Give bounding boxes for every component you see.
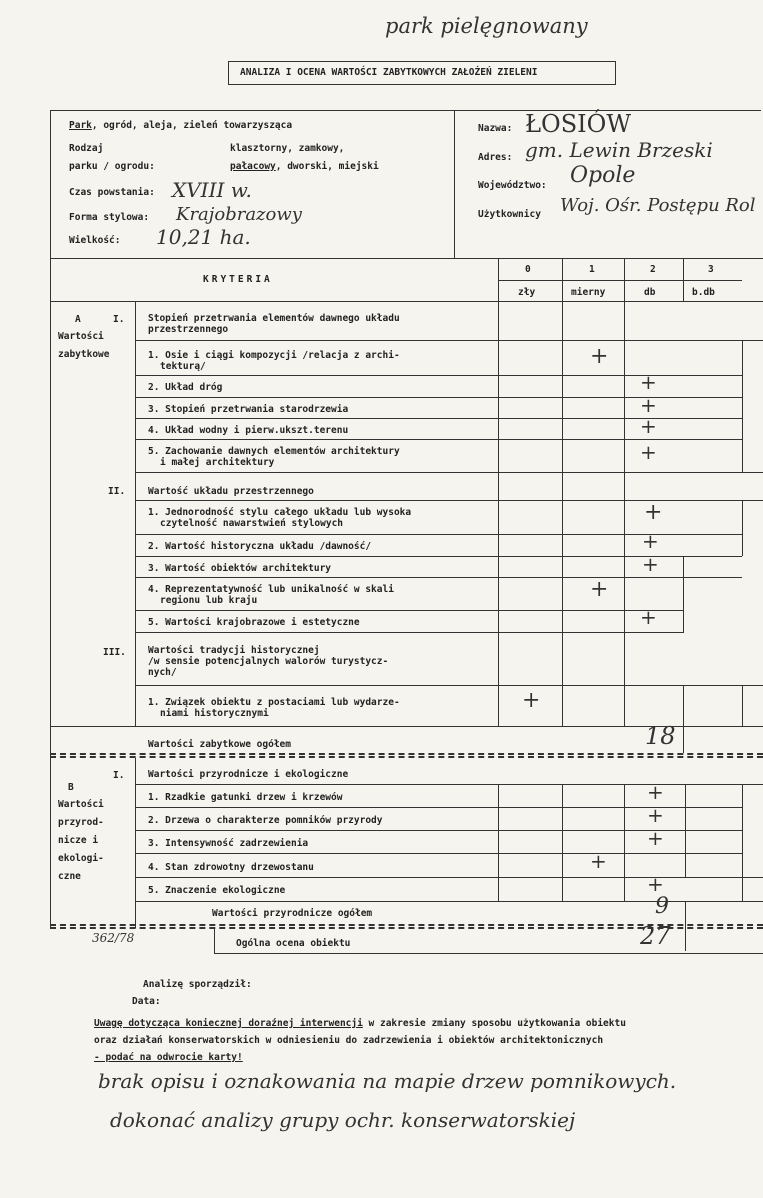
group3-title1: Wartości tradycji historycznej (148, 645, 320, 656)
total-a-label: Wartości zabytkowe ogółem (148, 739, 291, 750)
row1-1-l2: tekturą/ (160, 361, 206, 372)
rowb-5-mark: + (647, 872, 664, 896)
section-b-roman: I. (113, 770, 125, 781)
parku-value (230, 161, 379, 172)
type-line (69, 120, 292, 131)
rowb-4-l1: 4. Stan zdrowotny drzewostanu (148, 862, 314, 873)
grid-v (624, 258, 625, 726)
grid-v (683, 726, 684, 753)
total-b-value: 9 (655, 894, 669, 919)
total-b-label: Wartości przyrodnicze ogółem (212, 908, 373, 919)
grid-h (135, 877, 763, 878)
grid-h (135, 853, 742, 854)
row2-1-l2: czytelność nawarstwień stylowych (160, 518, 344, 529)
rowb-2-mark: + (647, 803, 664, 827)
total-a-value: 18 (645, 722, 676, 750)
handwritten-line2: dokonać analizy grupy ochr. konserwatorskiej (110, 1108, 576, 1132)
side-number: 362/78 (92, 931, 135, 945)
analyzed-label: Analizę sporządził: (143, 979, 252, 990)
adres-label: Adres: (478, 152, 513, 163)
grid-v (562, 258, 563, 726)
section-a-roman: I. (113, 314, 125, 325)
row2-2-l1: 2. Wartość historyczna układu /dawność/ (148, 541, 372, 552)
header-note: park pielęgnowany (385, 14, 588, 38)
parku-palacowy: pałacowy (230, 161, 276, 172)
adres-value: gm. Lewin Brzeski (525, 138, 713, 162)
section-b-label5: czne (58, 871, 81, 882)
note-rest: w zakresie zmiany sposobu użytkowania obiektu (362, 1018, 626, 1029)
row2-3-l1: 3. Wartość obiektów architektury (148, 563, 332, 574)
section-b-label1: Wartości (58, 799, 104, 810)
row2-1-l1: 1. Jednorodność stylu całego układu lub wysoka (148, 507, 412, 518)
type-rest: , ogród, aleja, zieleń towarzysząca (91, 120, 293, 131)
overall-value: 27 (640, 922, 671, 950)
row1-5-l1: 5. Zachowanie dawnych elementów architektury (148, 446, 400, 457)
grid-v (742, 685, 743, 726)
rowb-2-l1: 2. Drzewa o charakterze pomników przyrody (148, 815, 383, 826)
rowb-1-mark: + (647, 780, 664, 804)
grid-v (683, 556, 684, 633)
czas-label: Czas powstania: (69, 187, 155, 198)
type-park: Park (69, 120, 92, 131)
date-label: Data: (132, 996, 161, 1007)
row1-2-mark: + (640, 370, 657, 394)
grid-v (498, 784, 499, 902)
group3-roman: III. (103, 647, 126, 658)
row2-3-mark: + (642, 552, 659, 576)
group2-title: Wartość układu przestrzennego (148, 486, 314, 497)
rowb-4-mark: + (590, 849, 607, 873)
section-b-label3: nicze i (58, 835, 99, 846)
grid-v (742, 500, 743, 556)
grid-h (135, 685, 763, 686)
grid-h (135, 784, 763, 785)
group2-roman: II. (108, 486, 126, 497)
row1-2-l1: 2. Układ dróg (148, 382, 223, 393)
nazwa-label: Nazwa: (478, 123, 513, 134)
rowb-3-mark: + (647, 826, 664, 850)
group3-title3: nych/ (148, 667, 177, 678)
row2-4-l1: 4. Reprezentatywność lub unikalność w skali (148, 584, 394, 595)
section-b-label4: ekologi- (58, 853, 104, 864)
row1-5-mark: + (640, 440, 657, 464)
kryteria-header: KRYTERIA (203, 274, 273, 285)
score-num-1: 1 (589, 264, 595, 275)
group-b-title: Wartości przyrodnicze i ekologiczne (148, 769, 349, 780)
grid-v (742, 784, 743, 902)
uzytkownik-label: Użytkowniсy (478, 209, 541, 220)
section-separator (50, 753, 763, 758)
uzytkownik-value: Woj. Ośr. Postępu Rol (560, 195, 756, 216)
row2-1-mark: + (644, 500, 663, 525)
grid-h (135, 610, 683, 611)
row2-2-mark: + (642, 529, 659, 553)
forma-value: Krajobrazowy (176, 204, 302, 225)
grid-h (135, 472, 763, 473)
grid-h (135, 632, 683, 633)
handwritten-line1: brak opisu i oznakowania na mapie drzew pomnikowych. (98, 1069, 677, 1093)
grid-h (135, 340, 763, 341)
score-label-1: mierny (571, 287, 606, 298)
score-label-2: db (644, 287, 656, 298)
grid-v (624, 784, 625, 902)
row3-1-l1: 1. Związek obiektu z postaciami lub wydarze- (148, 697, 400, 708)
row1-5-l2: i małej architektury (160, 457, 275, 468)
row1-1-l1: 1. Osie i ciągi kompozycji /relacja z archi- (148, 350, 400, 361)
row2-5-mark: + (640, 605, 657, 629)
table-top-border (50, 258, 763, 259)
group1-title2: przestrzennego (148, 324, 229, 335)
score-num-0: 0 (525, 264, 531, 275)
forma-label: Forma stylowa: (69, 212, 150, 223)
row3-1-l2: niami historycznymi (160, 708, 269, 719)
parku-label: parku / ogrodu: (69, 161, 155, 172)
grid-v (742, 340, 743, 472)
nazwa-value: ŁOSIÓW (525, 110, 631, 138)
row1-1-mark: + (590, 344, 609, 369)
section-a-label2: zabytkowe (58, 349, 110, 360)
czas-value: XVIII w. (172, 178, 252, 202)
grid-v (498, 258, 499, 726)
grid-v (562, 784, 563, 902)
wojewodztwo-value: Opole (570, 163, 636, 188)
row1-4-mark: + (640, 414, 657, 438)
wojewodztwo-label: Województwo: (478, 180, 547, 191)
note-line3: - podać na odwrocie karty! (94, 1052, 243, 1063)
page-title: ANALIZA I OCENA WARTOŚCI ZABYTKOWYCH ZAŁOŻEŃ ZIELENI (240, 67, 538, 78)
rodzaj-label: Rodzaj (69, 143, 104, 154)
section-a-label1: Wartości (58, 331, 104, 342)
rowb-5-l1: 5. Znaczenie ekologiczne (148, 885, 286, 896)
rowb-3-l1: 3. Intensywność zadrzewienia (148, 838, 309, 849)
parku-rest: , dworski, miejski (275, 161, 379, 172)
table-left-border (50, 258, 51, 928)
score-num-3: 3 (708, 264, 714, 275)
group1-title1: Stopień przetrwania elementów dawnego układu (148, 313, 400, 324)
score-label-3: b.db (692, 287, 715, 298)
wielkosc-label: Wielkość: (69, 235, 121, 246)
grid-h (50, 301, 763, 302)
row1-3-mark: + (640, 393, 657, 417)
note-line1 (94, 1018, 626, 1029)
section-b-label2: przyrod- (58, 817, 104, 828)
grid-v (683, 685, 684, 726)
row1-4-l1: 4. Układ wodny i pierw.ukszt.terenu (148, 425, 349, 436)
row3-1-mark: + (522, 688, 541, 713)
overall-label: Ogólna ocena obiektu (236, 938, 351, 949)
row2-4-l2: regionu lub kraju (160, 595, 258, 606)
row2-4-mark: + (590, 577, 609, 602)
rowb-1-l1: 1. Rzadkie gatunki drzew i krzewów (148, 792, 343, 803)
grid-h (135, 577, 742, 578)
grid-h (135, 500, 763, 501)
note-line2: oraz działań konserwatorskich w odniesieniu do zadrzewienia i obiektów architektonicznych (94, 1035, 604, 1046)
rodzaj-value: klasztorny, zamkowy, (230, 143, 345, 154)
section-b-letter: B (68, 782, 74, 793)
group3-title2: /w sensie potencjalnych walorów turystycz- (148, 656, 389, 667)
row1-3-l1: 3. Stopień przetrwania starodrzewia (148, 404, 349, 415)
grid-h (498, 280, 742, 281)
row2-5-l1: 5. Wartości krajobrazowe i estetyczne (148, 617, 360, 628)
grid-v (135, 301, 136, 727)
info-divider (454, 110, 455, 258)
score-num-2: 2 (650, 264, 656, 275)
note-underlined: Uwagę dotycząca koniecznej doraźnej interwencji (94, 1018, 363, 1029)
section-a-letter: A (75, 314, 81, 325)
score-label-0: zły (518, 287, 536, 298)
wielkosc-value: 10,21 ha. (156, 225, 251, 249)
grid-v (685, 784, 686, 878)
